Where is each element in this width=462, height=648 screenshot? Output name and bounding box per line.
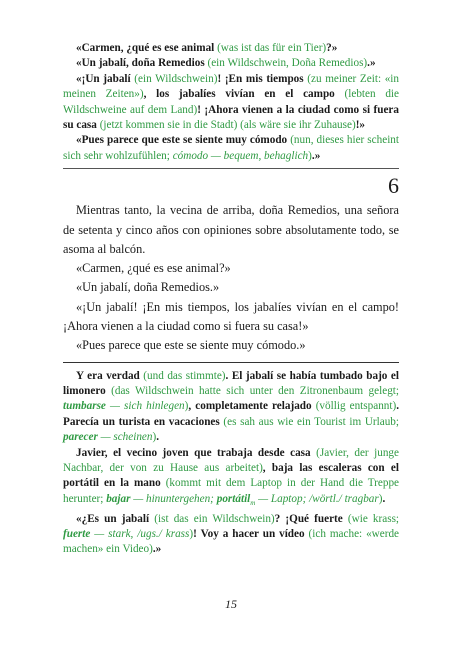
spanish-text: ! ¡En mis tiempos: [217, 72, 304, 85]
vocab-definition: — stark, /ugs./ krass: [94, 527, 190, 540]
spanish-text: , baja las escaleras con el portátil en la mano: [63, 462, 399, 490]
annotated-paragraph: [63, 369, 399, 446]
spanish-text: !»: [355, 119, 366, 132]
german-gloss: (ein Wildschwein, Doña Remedios): [207, 57, 368, 70]
spanish-text: , los jabalíes vivían en el campo: [143, 88, 335, 101]
spanish-text: ! ¡Ahora vienen a la ciudad como si fuera su casa: [63, 103, 399, 132]
german-gloss: (es sah aus wie ein Tourist im Urlaub;: [223, 415, 399, 428]
spanish-text: «Pues parece que este se siente muy cómodo: [76, 134, 288, 147]
spanish-text: . El jabalí se había tumbado bajo el limonero: [63, 369, 399, 398]
spanish-text: . Parecía un turista en vacaciones: [63, 400, 400, 428]
spanish-text: Javier, el vecino joven que trabaja desde casa: [76, 446, 311, 459]
spanish-text: , completamente relajado: [188, 400, 312, 413]
story-paragraph: «Pues parece que este se siente muy cómodo.»: [76, 338, 306, 353]
vocab-definition: — sich hinlegen: [110, 400, 185, 413]
spanish-text: «Un jabalí, doña Remedios: [76, 57, 205, 70]
german-gloss: ): [308, 149, 312, 162]
story-paragraph: «Carmen, ¿qué es ese animal?»: [76, 261, 231, 276]
german-gloss: ): [378, 492, 383, 505]
annotated-paragraph: [63, 56, 399, 71]
german-gloss: (jetzt kommen sie in die Stadt) (als wäre sie ihr Zuhause): [99, 119, 356, 132]
spanish-text: .»: [367, 57, 376, 70]
german-gloss: (nun, dieses hier scheint sich sehr wohlzufühlen;: [63, 134, 399, 162]
german-gloss: (das Wildschwein hatte sich unter den Zitronenbaum gelegt;: [111, 385, 399, 398]
story-text: [63, 201, 399, 355]
vocab-term: cómodo — bequem, behaglich: [172, 149, 309, 162]
german-gloss: (zu meiner Zeit: «in meinen Zeiten»): [63, 72, 400, 101]
spanish-text: .: [382, 492, 386, 505]
annotated-paragraph: [63, 72, 399, 134]
story-paragraph: «Un jabalí, doña Remedios.»: [76, 280, 220, 295]
german-gloss: ): [189, 527, 194, 540]
german-gloss: ): [184, 400, 189, 413]
annotated-text-bottom: [63, 369, 399, 558]
vocab-term: tumbarse: [63, 400, 106, 413]
page-content: [63, 41, 399, 558]
section-divider: [63, 362, 399, 363]
spanish-text: «¡Un jabalí: [76, 72, 131, 85]
spanish-text: ! Voy a hacer un vídeo: [193, 527, 305, 540]
spanish-text: .»: [152, 543, 162, 556]
vocab-term: parecer: [63, 431, 98, 444]
page-number: 15: [225, 597, 237, 611]
section-divider: [63, 168, 399, 169]
annotated-paragraph: [63, 133, 399, 164]
spanish-text: ? ¡Qué fuerte: [274, 512, 343, 525]
german-gloss: ): [152, 431, 157, 444]
german-gloss: (lebten die Wildschweine auf dem Land): [63, 88, 400, 116]
vocab-term: portátil: [216, 492, 251, 505]
german-gloss: (ein Wildschwein): [134, 72, 218, 85]
german-gloss: (kommt mit dem Laptop in der Hand die Treppe herunter;: [63, 477, 400, 505]
spanish-text: Y era verdad: [76, 369, 140, 382]
german-gloss: (völlig entspannt): [315, 400, 397, 413]
story-paragraph: Mientras tanto, la vecina de arriba, doña Remedios, una señora de setenta y cinco años con opiniones sobre absolutamente todo, se asoma al balcón.: [63, 203, 399, 256]
vocab-definition: — Laptop; /wörtl./ tragbar: [258, 492, 379, 505]
annotated-paragraph: [63, 446, 399, 512]
german-gloss: (Javier, der junge Nachbar, der von zu Hause aus arbeitet): [63, 446, 399, 475]
story-paragraph: «¡Un jabalí! ¡En mis tiempos, los jabalíes vivían en el campo! ¡Ahora vienen a la ciudad como si fuera su casa!»: [63, 299, 399, 334]
vocab-term: fuerte: [63, 527, 91, 540]
german-gloss: (ist das ein Wildschwein): [154, 512, 275, 525]
vocab-definition: — hinuntergehen;: [133, 492, 214, 505]
annotated-text-top: [63, 41, 399, 164]
german-gloss: (ich mache: «werde machen» ein Video): [63, 527, 400, 556]
annotated-paragraph: [63, 41, 399, 56]
gender-marker: m: [250, 499, 256, 508]
german-gloss: (wie krass;: [347, 512, 400, 525]
spanish-text: «¿Es un jabalí: [76, 512, 150, 525]
german-gloss: (was ist das für ein Tier): [217, 42, 327, 54]
spanish-text: ?»: [326, 42, 338, 54]
spanish-text: .»: [311, 149, 321, 162]
vocab-definition: — scheinen: [100, 431, 153, 444]
spanish-text: «Carmen, ¿qué es ese animal: [76, 42, 215, 54]
german-gloss: (und das stimmte): [143, 369, 226, 382]
chapter-number: 6: [388, 173, 399, 199]
spanish-text: .: [156, 431, 160, 444]
annotated-paragraph: [63, 512, 399, 558]
vocab-term: bajar: [106, 492, 131, 505]
